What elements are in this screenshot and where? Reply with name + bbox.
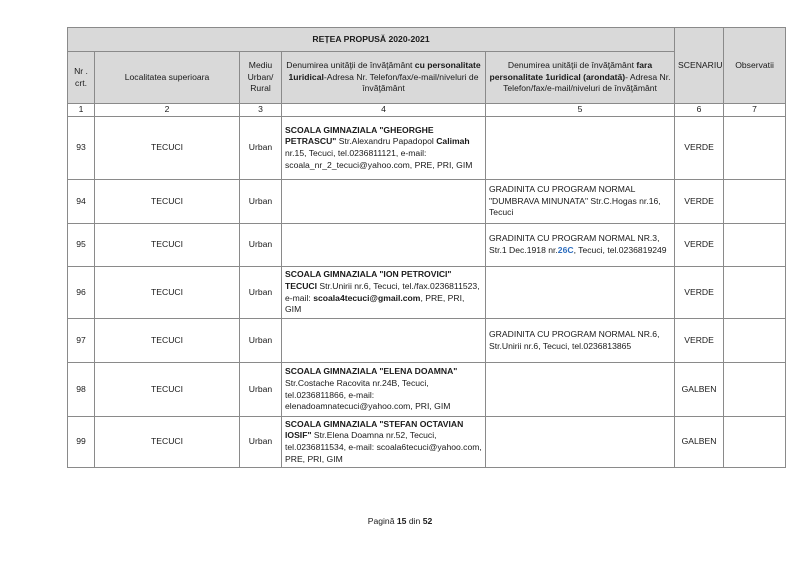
- header-scenariu: SCENARIU: [675, 28, 724, 104]
- row-observatii: [724, 117, 786, 180]
- row-observatii: [724, 319, 786, 363]
- row-observatii: [724, 224, 786, 267]
- header-col4: Denumirea unităţii de învăţământ cu personalitate 1uridical-Adresa Nr. Telefon/fax/e-mail/niveluri de învăţământ: [282, 52, 486, 104]
- row-unit-arondata: [486, 267, 675, 319]
- header-col5: Denumirea unităţii de învăţământ fara personalitate 1uridical (arondată)- Adresa Nr. Telefon/fax/e-mail/niveluri de învăţământ: [486, 52, 675, 104]
- table-row: [68, 319, 786, 363]
- col-number: 3: [240, 104, 282, 117]
- page-footer: Pagină 15 din 52: [367, 516, 433, 526]
- row-nr: 93: [68, 117, 95, 180]
- row-localitate: TECUCI: [95, 319, 240, 363]
- row-observatii: [724, 267, 786, 319]
- row-unit-arondata: GRADINITA CU PROGRAM NORMAL "DUMBRAVA MINUNATA" Str.C.Hogas nr.16, Tecuci: [486, 180, 675, 224]
- row-mediu: Urban: [240, 363, 282, 417]
- column-number-row: [68, 104, 786, 117]
- col-number: 4: [282, 104, 486, 117]
- row-observatii: [724, 417, 786, 468]
- row-unit-arondata: GRADINITA CU PROGRAM NORMAL NR.6, Str.Unirii nr.6, Tecuci, tel.0236813865: [486, 319, 675, 363]
- table-row: [68, 363, 786, 417]
- col-number: 2: [95, 104, 240, 117]
- row-nr: 99: [68, 417, 95, 468]
- row-localitate: TECUCI: [95, 180, 240, 224]
- row-nr: 97: [68, 319, 95, 363]
- row-mediu: Urban: [240, 267, 282, 319]
- row-localitate: TECUCI: [95, 267, 240, 319]
- row-unit-with-pj: SCOALA GIMNAZIALA "ION PETROVICI" TECUCI Str.Unirii nr.6, Tecuci, tel./fax.0236811523, e-mail: scoala4tecuci@gmail.com, PRE, PRI, GIM: [282, 267, 486, 319]
- header-nr: Nr . crt.: [68, 52, 95, 104]
- col-number: 6: [675, 104, 724, 117]
- col-number: 5: [486, 104, 675, 117]
- table-row: [68, 417, 786, 468]
- row-unit-with-pj: [282, 224, 486, 267]
- row-observatii: [724, 363, 786, 417]
- row-scenariu: VERDE: [675, 180, 724, 224]
- row-unit-arondata: GRADINITA CU PROGRAM NORMAL NR.3, Str.1 Dec.1918 nr.26C, Tecuci, tel.0236819249: [486, 224, 675, 267]
- row-nr: 94: [68, 180, 95, 224]
- row-unit-with-pj: [282, 180, 486, 224]
- row-localitate: TECUCI: [95, 417, 240, 468]
- row-localitate: TECUCI: [95, 363, 240, 417]
- row-mediu: Urban: [240, 117, 282, 180]
- row-observatii: [724, 180, 786, 224]
- retea-table: [67, 27, 786, 468]
- table-row: [68, 224, 786, 267]
- row-unit-with-pj: SCOALA GIMNAZIALA "GHEORGHE PETRASCU" Str.Alexandru Papadopol Calimah nr.15, Tecuci, tel.0236811121, e-mail: scoala_nr_2_tecuci@yahoo.com, PRE, PRI, GIM: [282, 117, 486, 180]
- row-scenariu: VERDE: [675, 224, 724, 267]
- row-localitate: TECUCI: [95, 117, 240, 180]
- row-unit-arondata: [486, 363, 675, 417]
- header-mediu: Mediu Urban/ Rural: [240, 52, 282, 104]
- row-scenariu: VERDE: [675, 319, 724, 363]
- row-unit-with-pj: SCOALA GIMNAZIALA "STEFAN OCTAVIAN IOSIF" Str.Elena Doamna nr.52, Tecuci, tel.0236811534, e-mail: scoala6tecuci@yahoo.com, PRE, PRI, GIM: [282, 417, 486, 468]
- row-mediu: Urban: [240, 319, 282, 363]
- header-localitate: Localitatea superioara: [95, 52, 240, 104]
- row-mediu: Urban: [240, 180, 282, 224]
- row-nr: 98: [68, 363, 95, 417]
- col-number: 7: [724, 104, 786, 117]
- row-mediu: Urban: [240, 224, 282, 267]
- row-unit-with-pj: [282, 319, 486, 363]
- row-scenariu: GALBEN: [675, 417, 724, 468]
- table-row: [68, 117, 786, 180]
- row-scenariu: VERDE: [675, 117, 724, 180]
- row-nr: 95: [68, 224, 95, 267]
- row-unit-arondata: [486, 117, 675, 180]
- row-nr: 96: [68, 267, 95, 319]
- row-localitate: TECUCI: [95, 224, 240, 267]
- table-row: [68, 267, 786, 319]
- row-scenariu: GALBEN: [675, 363, 724, 417]
- header-observatii: Observatii: [724, 28, 786, 104]
- table-super-title: REȚEA PROPUSĂ 2020-2021: [68, 28, 675, 52]
- row-mediu: Urban: [240, 417, 282, 468]
- table-row: [68, 180, 786, 224]
- row-unit-arondata: [486, 417, 675, 468]
- row-scenariu: VERDE: [675, 267, 724, 319]
- row-unit-with-pj: SCOALA GIMNAZIALA "ELENA DOAMNA" Str.Costache Racovita nr.24B, Tecuci, tel.0236811866, e-mail: elenadoamnatecuci@yahoo.com, PRI, GIM: [282, 363, 486, 417]
- col-number: 1: [68, 104, 95, 117]
